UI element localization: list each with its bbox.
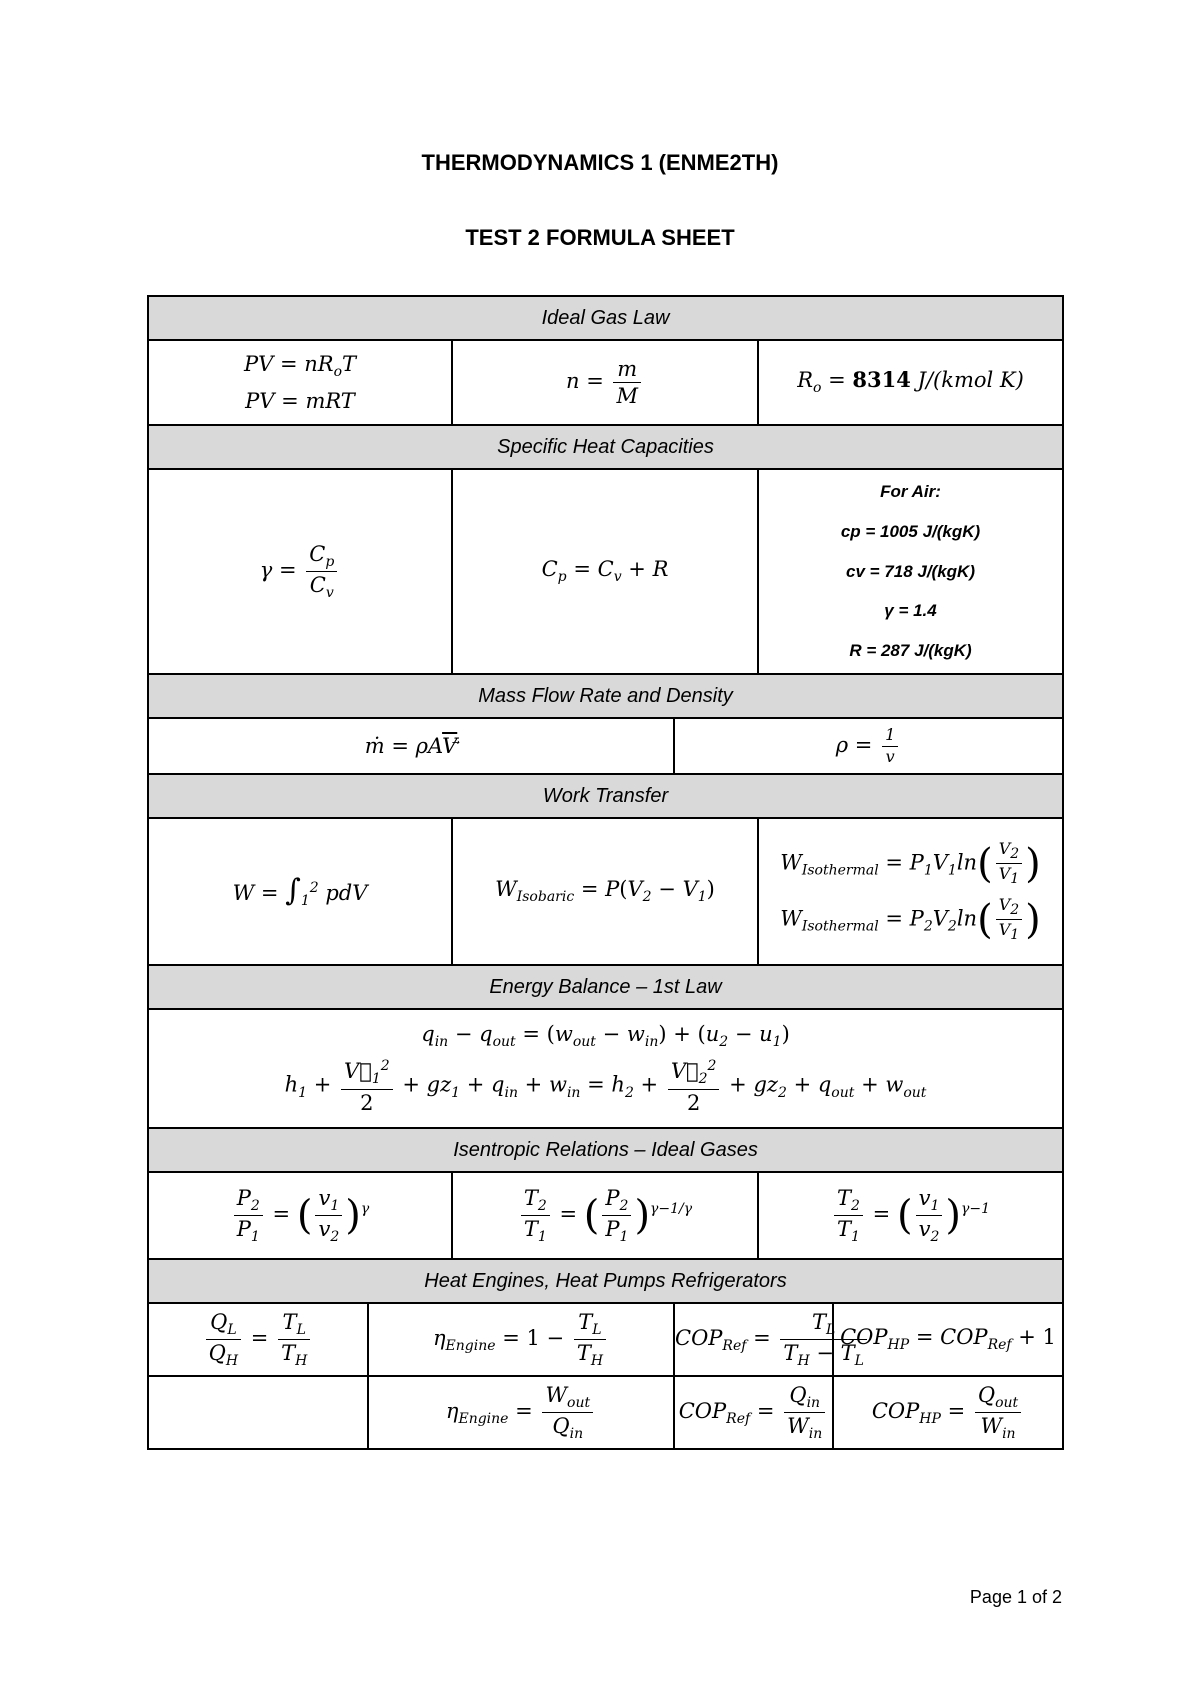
formula-cop-ref-temp: $COP_{Ref}$ = $\frac{T_L}{T_H - T_L}$: [674, 1303, 833, 1376]
formula-universal-gas-constant: $R_o = 8314$ J/(kmol K): [758, 340, 1063, 425]
formula-table: [147, 295, 1064, 1450]
page-number: Page 1 of 2: [969, 1587, 1062, 1607]
formula-engine-efficiency-work: $\eta_{Engine}$ = $\frac{W_{out}}{Q_{in}}$: [368, 1376, 674, 1449]
formula-cop-hp-relation: $COP_{HP} = COP_{Ref} + 1$: [833, 1303, 1063, 1376]
empty-cell: [148, 1376, 368, 1449]
air-cp: cp = 1005 J/(kgK): [840, 521, 981, 541]
formula-isothermal-work: $W_{Isothermal} = P_1V_1\ln$( $\frac{V_2}{V_1}$ ) $W_{Isothermal} = P_2V_2\ln$( $\frac{V_2}{V_1}$ ): [758, 818, 1063, 965]
air-label: For Air:: [880, 481, 941, 501]
formula-cp-cv: $C_p = C_v + R$: [452, 469, 758, 674]
air-properties: [758, 469, 1063, 674]
formula-energy-balance: $q_{in} - q_{out} = (w_{out} - w_{in}) + (u_2 - u_1)$ $h_1$ + $\frac{V⃗_1^2}{2}$ + $gz_1 + q_{in} + w_{in} = h_2$ + $\frac{V⃗_2^2}{2}$ + $gz_2 + q_{out} + w_{out}$: [148, 1009, 1063, 1128]
section-energy-balance: Energy Balance – 1st Law: [148, 965, 1063, 1009]
document-subtitle: TEST 2 FORMULA SHEET: [465, 225, 735, 250]
formula-mass-flow: ṁ = $\rho A\overline{V}$: [148, 718, 674, 774]
formula-carnot-ratio: $\frac{Q_L}{Q_H}$ = $\frac{T_L}{T_H}$: [148, 1303, 368, 1376]
section-specific-heat: Specific Heat Capacities: [148, 425, 1063, 469]
formula-moles: n = $\frac{m}{M}$: [452, 340, 758, 425]
formula-engine-efficiency-temp: $\eta_{Engine} = 1$ − $\frac{T_L}{T_H}$: [368, 1303, 674, 1376]
air-r: R = 287 J/(kgK): [849, 641, 972, 661]
air-gamma: γ = 1.4: [884, 601, 937, 621]
formula-cop-hp-work: $COP_{HP}$ = $\frac{Q_{out}}{W_{in}}$: [833, 1376, 1063, 1449]
formula-isentropic-tp: $\frac{T_2}{T_1}$ = ( $\frac{P_2}{P_1}$ )$^{\gamma-1/\gamma}$: [452, 1172, 758, 1259]
section-isentropic: Isentropic Relations – Ideal Gases: [148, 1128, 1063, 1172]
section-mass-flow: Mass Flow Rate and Density: [148, 674, 1063, 718]
section-work-transfer: Work Transfer: [148, 774, 1063, 818]
air-cv: cv = 718 J/(kgK): [846, 561, 975, 581]
formula-isentropic-tv: $\frac{T_2}{T_1}$ = ( $\frac{v_1}{v_2}$ )$^{\gamma-1}$: [758, 1172, 1063, 1259]
formula-ideal-gas-equations: PV = $nR_oT$ PV = mRT: [148, 340, 452, 425]
section-heat-engines: Heat Engines, Heat Pumps Refrigerators: [148, 1259, 1063, 1303]
formula-isobaric-work: $W_{Isobaric} = P(V_2 - V_1)$: [452, 818, 758, 965]
formula-isentropic-pv: $\frac{P_2}{P_1}$ = ( $\frac{v_1}{v_2}$ )$^\gamma$: [148, 1172, 452, 1259]
section-ideal-gas-law: Ideal Gas Law: [148, 296, 1063, 340]
document-title: THERMODYNAMICS 1 (ENME2TH): [421, 150, 779, 175]
formula-density: ρ = $\frac{1}{v}$: [674, 718, 1063, 774]
formula-cop-ref-work: $COP_{Ref}$ = $\frac{Q_{in}}{W_{in}}$: [674, 1376, 833, 1449]
formula-gamma: γ = $\frac{C_p}{C_v}$: [148, 469, 452, 674]
formula-boundary-work: $W = \int_1^2$ pdV: [148, 818, 452, 965]
